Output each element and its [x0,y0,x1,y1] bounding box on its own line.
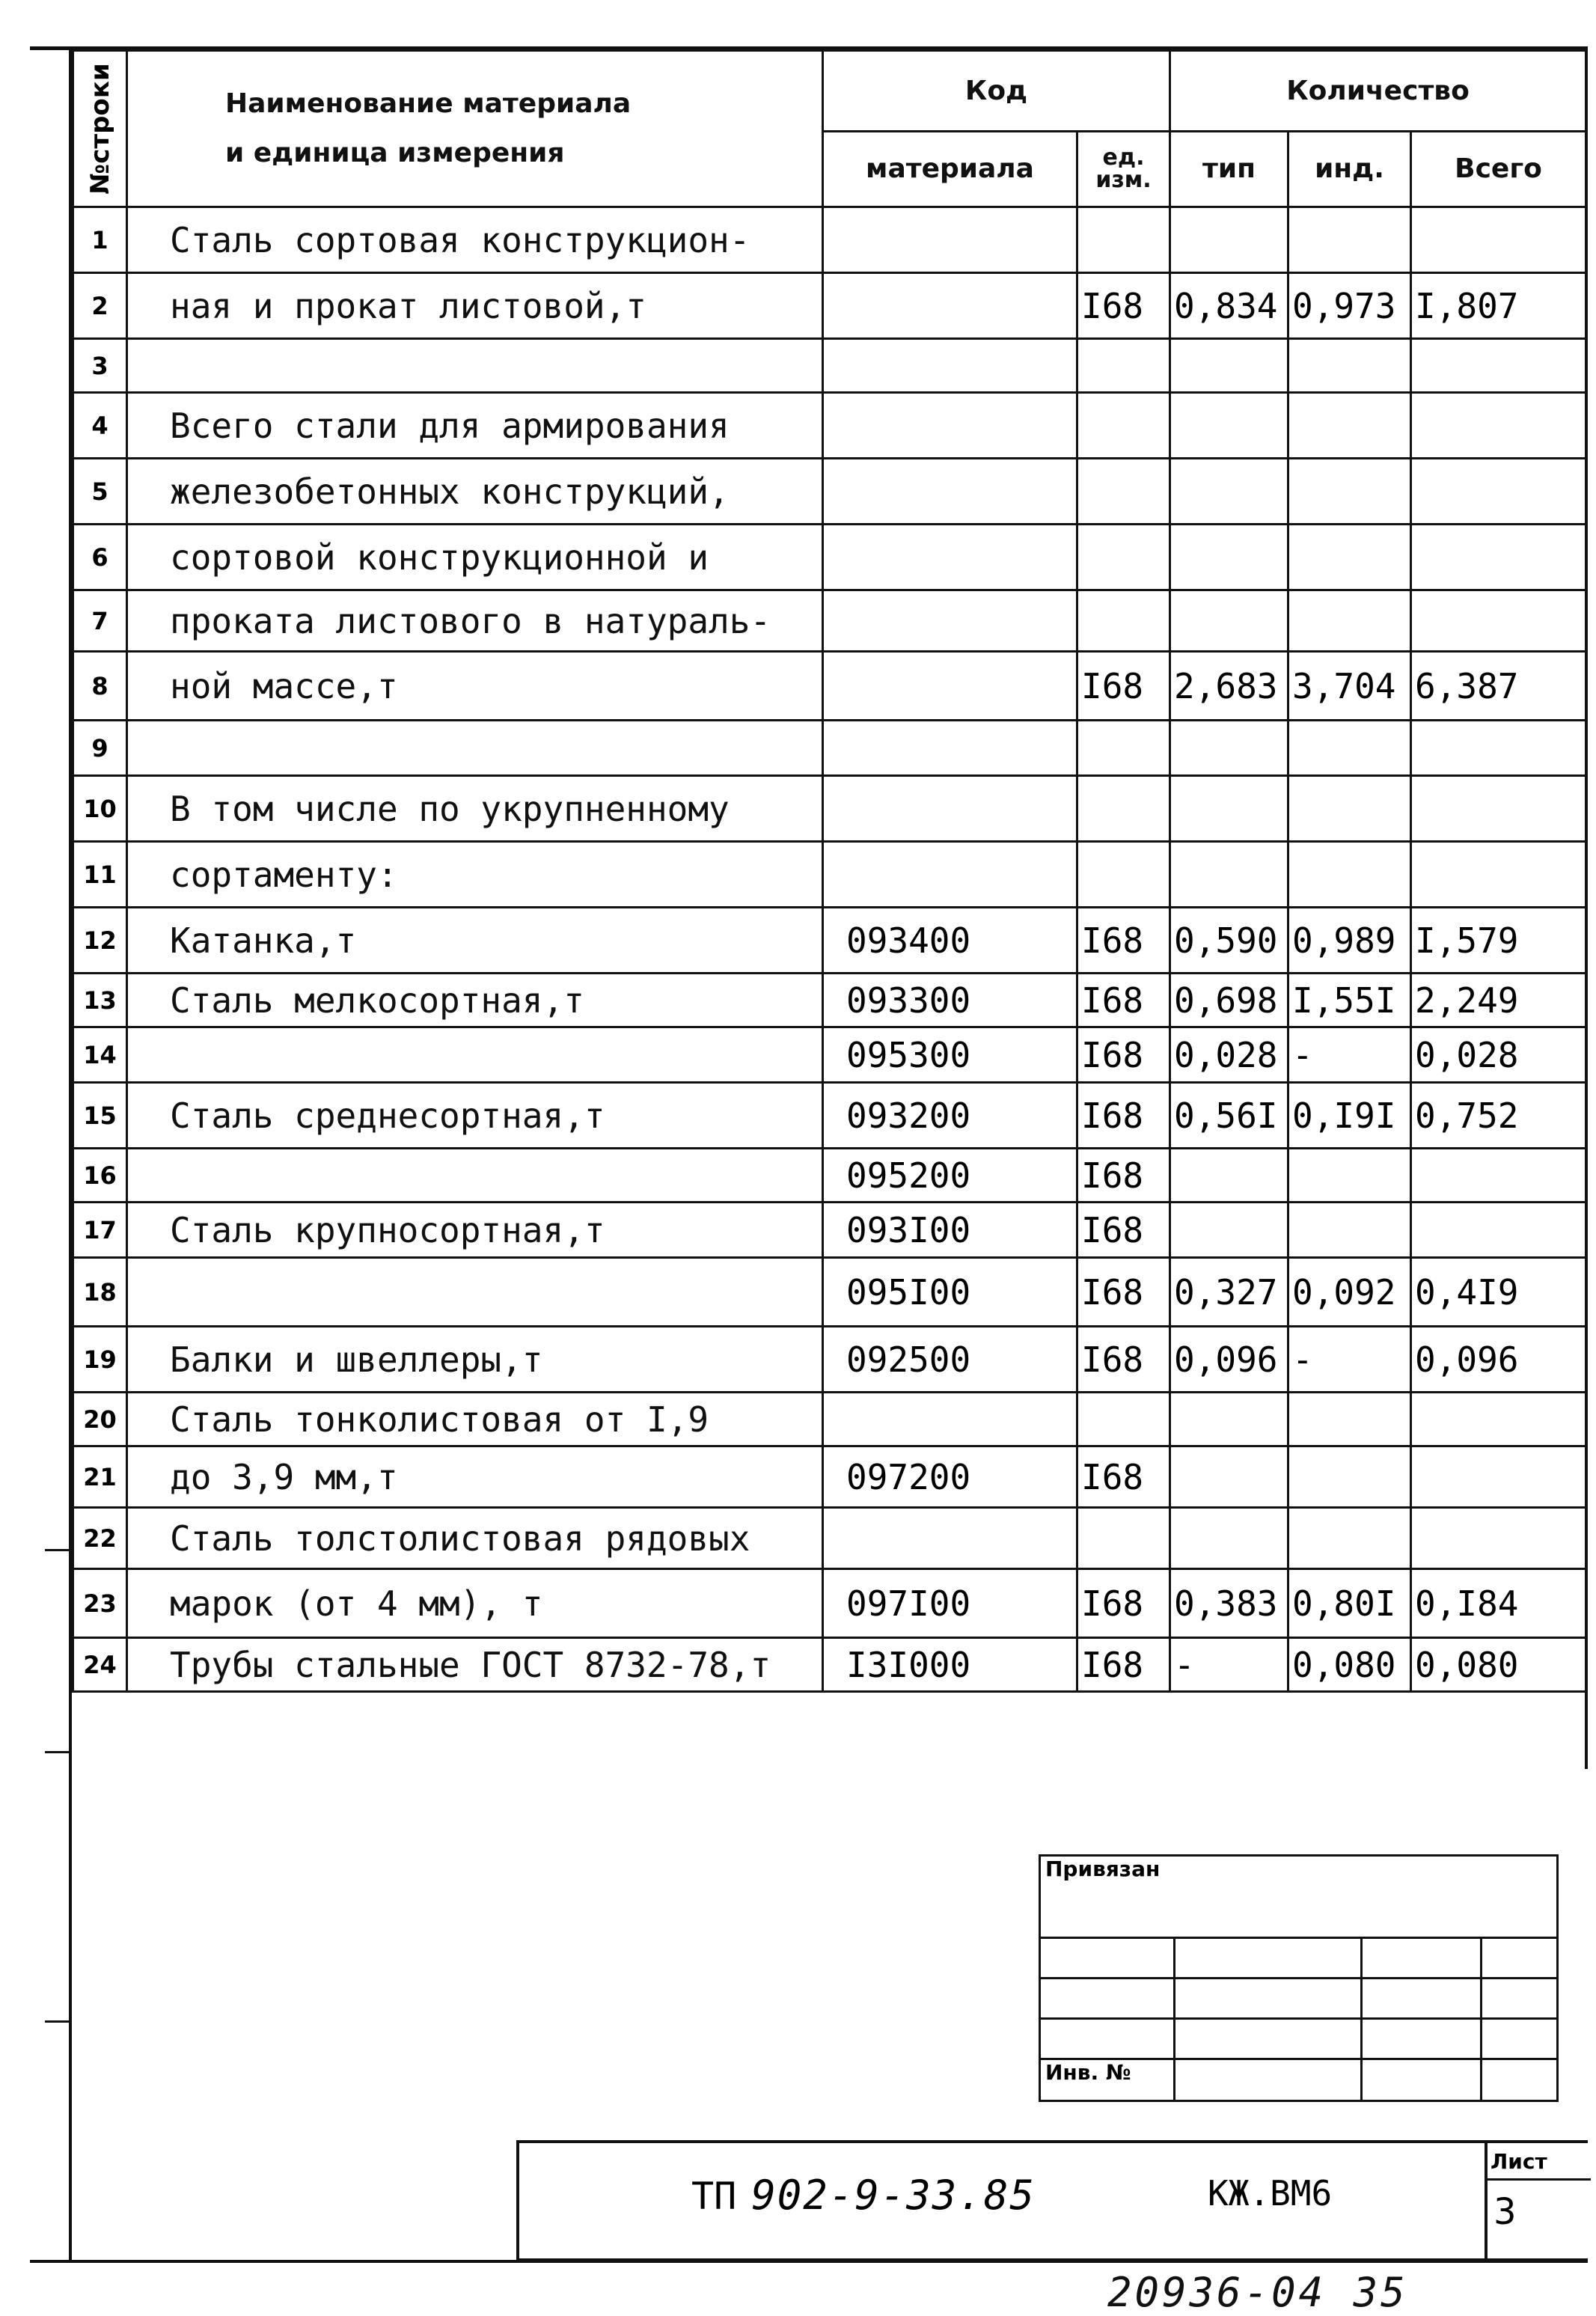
quantity-total: 0,I84 [1411,1569,1586,1638]
material-code: 093I00 [823,1203,1077,1258]
unit-code [1077,1508,1170,1569]
material-code: 093200 [823,1083,1077,1149]
unit-code [1077,525,1170,590]
quantity-ind: 0,I9I [1288,1083,1411,1149]
material-name: Сталь крупносортная,т [127,1203,823,1258]
unit-code [1077,459,1170,525]
quantity-total [1411,207,1586,273]
table-row [73,339,1586,393]
margin-tick [45,1751,72,1753]
table-row [73,1638,1586,1692]
quantity-total [1411,339,1586,393]
sheet-number: 3 [1493,2191,1517,2233]
quantity-ind: 3,704 [1288,652,1411,721]
material-name: Балки и швеллеры,т [127,1327,823,1393]
material-name-header [127,51,823,207]
row-number-header: №строки [73,51,127,207]
document-code: КЖ.ВМ6 [1208,2173,1333,2213]
table-row [73,1149,1586,1203]
quantity-total [1411,842,1586,908]
quantity-typ [1170,1203,1288,1258]
quantity-ind: - [1288,1027,1411,1083]
quantity-total [1411,1446,1586,1508]
material-code-header: материала [823,131,1077,207]
material-code [823,776,1077,842]
unit-code [1077,590,1170,652]
quantity-typ: 0,56I [1170,1083,1288,1149]
material-name-header-line2: и единица измерения [225,138,565,168]
quantity-total [1411,1203,1586,1258]
material-code: 097200 [823,1446,1077,1508]
unit-header [1077,131,1170,207]
material-code [823,842,1077,908]
quantity-typ [1170,339,1288,393]
quantity-ind: 0,092 [1288,1258,1411,1327]
quantity-typ [1170,590,1288,652]
material-code: 097I00 [823,1569,1077,1638]
material-spec-table [72,49,1587,1693]
unit-code: I68 [1077,1638,1170,1692]
quantity-total [1411,525,1586,590]
table-row [73,590,1586,652]
unit-code [1077,207,1170,273]
material-code [823,1508,1077,1569]
quantity-typ [1170,1149,1288,1203]
quantity-total: I,579 [1411,908,1586,974]
table-row [73,1258,1586,1327]
quantity-typ: 0,698 [1170,974,1288,1027]
material-name [127,1258,823,1327]
quantity-typ [1170,721,1288,776]
material-name: ной массе,т [127,652,823,721]
quantity-ind: 0,989 [1288,908,1411,974]
row-number: 5 [73,459,127,525]
row-number: 7 [73,590,127,652]
material-code: 093400 [823,908,1077,974]
table-row [73,1327,1586,1393]
row-number: 2 [73,273,127,339]
typ-header: тип [1170,131,1288,207]
quantity-total: 2,249 [1411,974,1586,1027]
quantity-ind [1288,776,1411,842]
quantity-total [1411,1393,1586,1446]
table-row [73,393,1586,459]
quantity-ind [1288,207,1411,273]
title-block [516,2140,1588,2261]
material-code [823,207,1077,273]
quantity-total [1411,721,1586,776]
material-code: 095200 [823,1149,1077,1203]
unit-code: I68 [1077,1569,1170,1638]
unit-header-line1: ед. [1102,144,1145,171]
unit-code: I68 [1077,1149,1170,1203]
material-name: сортаменту: [127,842,823,908]
material-name: Сталь сортовая конструкцион- [127,207,823,273]
table-row [73,1027,1586,1083]
row-number: 14 [73,1027,127,1083]
quantity-typ [1170,525,1288,590]
table-row [73,1203,1586,1258]
quantity-typ [1170,459,1288,525]
unit-code: I68 [1077,1446,1170,1508]
unit-code: I68 [1077,908,1170,974]
quantity-typ [1170,1508,1288,1569]
table-row [73,1083,1586,1149]
material-code [823,273,1077,339]
unit-code [1077,842,1170,908]
quantity-total: 0,752 [1411,1083,1586,1149]
quantity-total [1411,1508,1586,1569]
unit-code: I68 [1077,1258,1170,1327]
row-number: 6 [73,525,127,590]
quantity-ind [1288,842,1411,908]
material-name [127,721,823,776]
table-row [73,525,1586,590]
row-number: 8 [73,652,127,721]
document-number-handwritten: 902-9-33.85 [751,2172,1036,2219]
row-number: 24 [73,1638,127,1692]
ind-header: инд. [1288,131,1411,207]
unit-code: I68 [1077,1083,1170,1149]
row-number: 18 [73,1258,127,1327]
unit-header-line2: изм. [1095,166,1152,193]
quantity-typ: - [1170,1638,1288,1692]
quantity-total: 0,4I9 [1411,1258,1586,1327]
unit-code: I68 [1077,1027,1170,1083]
quantity-total: 0,028 [1411,1027,1586,1083]
row-number: 17 [73,1203,127,1258]
quantity-typ: 0,096 [1170,1327,1288,1393]
row-number: 11 [73,842,127,908]
row-number: 15 [73,1083,127,1149]
material-code [823,652,1077,721]
quantity-ind [1288,1203,1411,1258]
quantity-ind [1288,1149,1411,1203]
quantity-typ [1170,207,1288,273]
quantity-ind [1288,1508,1411,1569]
row-number: 22 [73,1508,127,1569]
row-number: 12 [73,908,127,974]
material-code [823,590,1077,652]
material-code: 092500 [823,1327,1077,1393]
quantity-total: 6,387 [1411,652,1586,721]
quantity-typ [1170,393,1288,459]
table-row [73,776,1586,842]
material-name [127,1027,823,1083]
material-code: I3I000 [823,1638,1077,1692]
quantity-ind [1288,339,1411,393]
unit-code [1077,721,1170,776]
quantity-total: 0,096 [1411,1327,1586,1393]
quantity-total [1411,590,1586,652]
unit-code: I68 [1077,1327,1170,1393]
quantity-typ: 0,028 [1170,1027,1288,1083]
spec-table-body [73,207,1586,1692]
quantity-total [1411,776,1586,842]
table-row [73,459,1586,525]
material-name: Трубы стальные ГОСТ 8732-78,т [127,1638,823,1692]
unit-code: I68 [1077,974,1170,1027]
quantity-ind: 0,973 [1288,273,1411,339]
material-name: В том числе по укрупненному [127,776,823,842]
material-code [823,1393,1077,1446]
code-header: Код [823,51,1170,132]
material-name: до 3,9 мм,т [127,1446,823,1508]
table-row [73,908,1586,974]
table-row [73,1508,1586,1569]
document-number [691,2172,1036,2219]
quantity-typ [1170,1446,1288,1508]
quantity-typ: 0,327 [1170,1258,1288,1327]
margin-tick [45,1549,72,1551]
material-name: Сталь мелкосортная,т [127,974,823,1027]
quantity-typ [1170,842,1288,908]
quantity-typ [1170,1393,1288,1446]
quantity-ind [1288,590,1411,652]
archive-number: 20936-04 35 [1107,2269,1408,2316]
material-name [127,339,823,393]
material-name: Сталь толстолистовая рядовых [127,1508,823,1569]
unit-code: I68 [1077,273,1170,339]
table-row [73,652,1586,721]
bound-label: Привязан [1040,1856,1558,1938]
quantity-ind: - [1288,1327,1411,1393]
quantity-total: I,807 [1411,273,1586,339]
quantity-ind: 0,80I [1288,1569,1411,1638]
quantity-total [1411,1149,1586,1203]
material-name: Всего стали для армирования [127,393,823,459]
table-row [73,1446,1586,1508]
quantity-typ: 0,834 [1170,273,1288,339]
material-name: сортовой конструкционной и [127,525,823,590]
quantity-ind [1288,721,1411,776]
quantity-typ: 0,383 [1170,1569,1288,1638]
material-name [127,1149,823,1203]
quantity-total [1411,393,1586,459]
unit-code [1077,339,1170,393]
material-code [823,339,1077,393]
material-code [823,721,1077,776]
total-header: Всего [1411,131,1586,207]
row-number: 21 [73,1446,127,1508]
quantity-ind [1288,459,1411,525]
quantity-ind [1288,1393,1411,1446]
quantity-ind: I,55I [1288,974,1411,1027]
quantity-total: 0,080 [1411,1638,1586,1692]
sheet-label: Лист [1488,2143,1591,2181]
row-number: 10 [73,776,127,842]
binding-stamp [1039,1854,1559,2102]
inv-label: Инв. № [1040,2059,1175,2101]
table-row [73,273,1586,339]
material-name-header-line1: Наименование материала [225,88,632,119]
row-number: 13 [73,974,127,1027]
row-number: 23 [73,1569,127,1638]
material-code: 095I00 [823,1258,1077,1327]
unit-code [1077,393,1170,459]
table-row [73,1393,1586,1446]
row-number: 4 [73,393,127,459]
unit-code: I68 [1077,652,1170,721]
table-row [73,842,1586,908]
margin-tick [45,2020,72,2023]
quantity-typ: 2,683 [1170,652,1288,721]
quantity-header: Количество [1170,51,1586,132]
quantity-total [1411,459,1586,525]
row-number: 19 [73,1327,127,1393]
material-name: марок (от 4 мм), т [127,1569,823,1638]
document-prefix: ТП [691,2175,737,2218]
quantity-ind [1288,1446,1411,1508]
table-row [73,721,1586,776]
unit-code [1077,1393,1170,1446]
material-name: ная и прокат листовой,т [127,273,823,339]
material-code: 095300 [823,1027,1077,1083]
quantity-typ: 0,590 [1170,908,1288,974]
row-number: 3 [73,339,127,393]
row-number: 9 [73,721,127,776]
table-row [73,1569,1586,1638]
table-row [73,974,1586,1027]
row-number: 1 [73,207,127,273]
table-row [73,207,1586,273]
unit-code [1077,776,1170,842]
material-code: 093300 [823,974,1077,1027]
row-number: 16 [73,1149,127,1203]
material-code [823,525,1077,590]
material-name: Сталь среднесортная,т [127,1083,823,1149]
quantity-ind [1288,393,1411,459]
sheet-box [1485,2143,1591,2261]
row-number: 20 [73,1393,127,1446]
material-name: железобетонных конструкций, [127,459,823,525]
material-name: Сталь тонколистовая от I,9 [127,1393,823,1446]
quantity-ind: 0,080 [1288,1638,1411,1692]
quantity-ind [1288,525,1411,590]
material-name: Катанка,т [127,908,823,974]
unit-code: I68 [1077,1203,1170,1258]
quantity-typ [1170,776,1288,842]
material-code [823,393,1077,459]
material-name: проката листового в натураль- [127,590,823,652]
material-code [823,459,1077,525]
